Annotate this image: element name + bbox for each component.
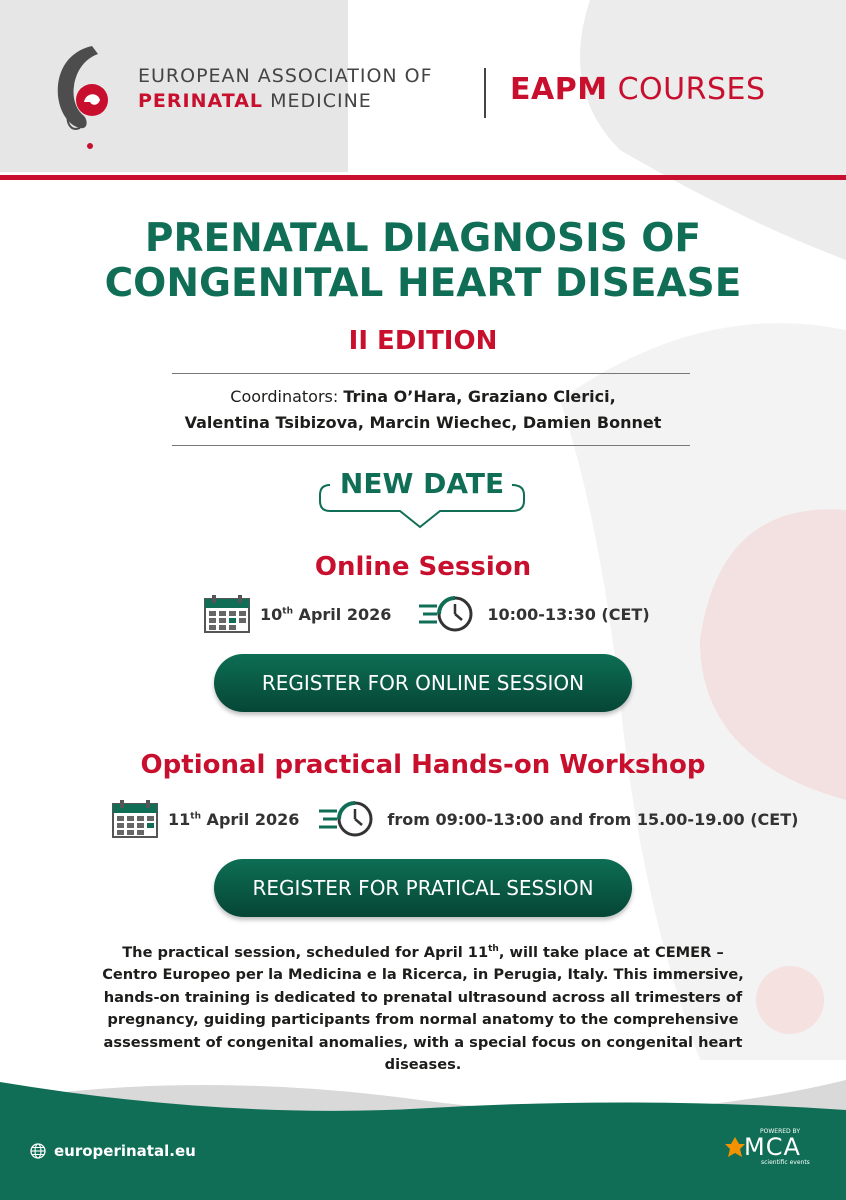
- page-title: [0, 216, 846, 306]
- coordinators-names-line1: Trina O’Hara, Graziano Clerici,: [343, 387, 616, 406]
- coordinators-names-line2: Valentina Tsibizova, Marcin Wiechec, Damien Bonnet: [184, 413, 662, 432]
- brand-rest: COURSES: [607, 72, 766, 107]
- practical-session-description: [100, 938, 746, 1077]
- register-online-button[interactable]: REGISTER FOR ONLINE SESSION: [214, 654, 632, 712]
- org-name-line1: EUROPEAN ASSOCIATION OF: [138, 65, 433, 87]
- online-time: 10:00-13:30 (CET): [487, 604, 650, 624]
- workshop-date: [168, 810, 299, 829]
- description-part2: , will take place at CEMER – Centro Europeo per la Medicina e la Ricerca, in Perugia, Italy. This immersive, hands-on training is dedicated to prenatal ultrasound across all trimesters of pregnancy, guiding participants from normal anatomy to the comprehensive assessment of congenital anomalies, with a special focus on congenital heart diseases.: [102, 943, 744, 1074]
- description-sup: th: [488, 944, 499, 954]
- online-session-info: [204, 594, 650, 634]
- register-practical-button[interactable]: REGISTER FOR PRATICAL SESSION: [214, 859, 632, 917]
- edition-label: II EDITION: [348, 326, 498, 356]
- workshop-info: [112, 799, 798, 839]
- mca-powered-by: POWERED BY: [760, 1128, 801, 1135]
- org-name: [138, 64, 433, 114]
- online-date-sup: th: [282, 606, 293, 617]
- globe-icon: [30, 1143, 46, 1159]
- header-red-line: [0, 175, 846, 180]
- description-part1: The practical session, scheduled for April 11: [122, 943, 489, 961]
- brand-bold: EAPM: [510, 72, 608, 107]
- title-line1: PRENATAL DIAGNOSIS OF: [144, 216, 702, 261]
- online-date: [260, 605, 391, 624]
- online-date-day: 10: [260, 604, 283, 624]
- mca-subtitle: scientific events: [761, 1159, 810, 1166]
- workshop-date-rest: April 2026: [200, 809, 300, 829]
- clock-icon: [317, 799, 375, 839]
- online-session-title: Online Session: [314, 552, 532, 582]
- divider-bottom: [172, 445, 690, 446]
- clock-icon: [417, 594, 475, 634]
- org-name-bold: PERINATAL: [138, 90, 264, 112]
- website-text: europerinatal.eu: [54, 1142, 196, 1160]
- divider-top: [172, 373, 690, 374]
- coordinators: [0, 384, 846, 436]
- new-date-label: NEW DATE: [339, 467, 505, 500]
- title-line2: CONGENITAL HEART DISEASE: [104, 261, 742, 306]
- header-separator: [484, 68, 486, 118]
- workshop-time: from 09:00-13:00 and from 15.00-19.00 (CET): [387, 809, 799, 829]
- calendar-icon: [112, 800, 158, 838]
- workshop-date-sup: th: [190, 811, 201, 822]
- coordinators-label: Coordinators:: [230, 387, 344, 406]
- online-date-rest: April 2026: [292, 604, 392, 624]
- eapm-logo-icon: [54, 44, 114, 154]
- mca-logo-icon: [724, 1136, 746, 1160]
- org-name-rest: MEDICINE: [263, 90, 372, 112]
- eapm-courses-brand: [510, 72, 766, 107]
- workshop-date-day: 11: [168, 809, 191, 829]
- mca-text: MCA: [744, 1133, 801, 1161]
- footer-wave: [0, 1060, 846, 1200]
- calendar-icon: [204, 595, 250, 633]
- workshop-title: Optional practical Hands-on Workshop: [140, 750, 706, 780]
- website-link[interactable]: [30, 1142, 196, 1160]
